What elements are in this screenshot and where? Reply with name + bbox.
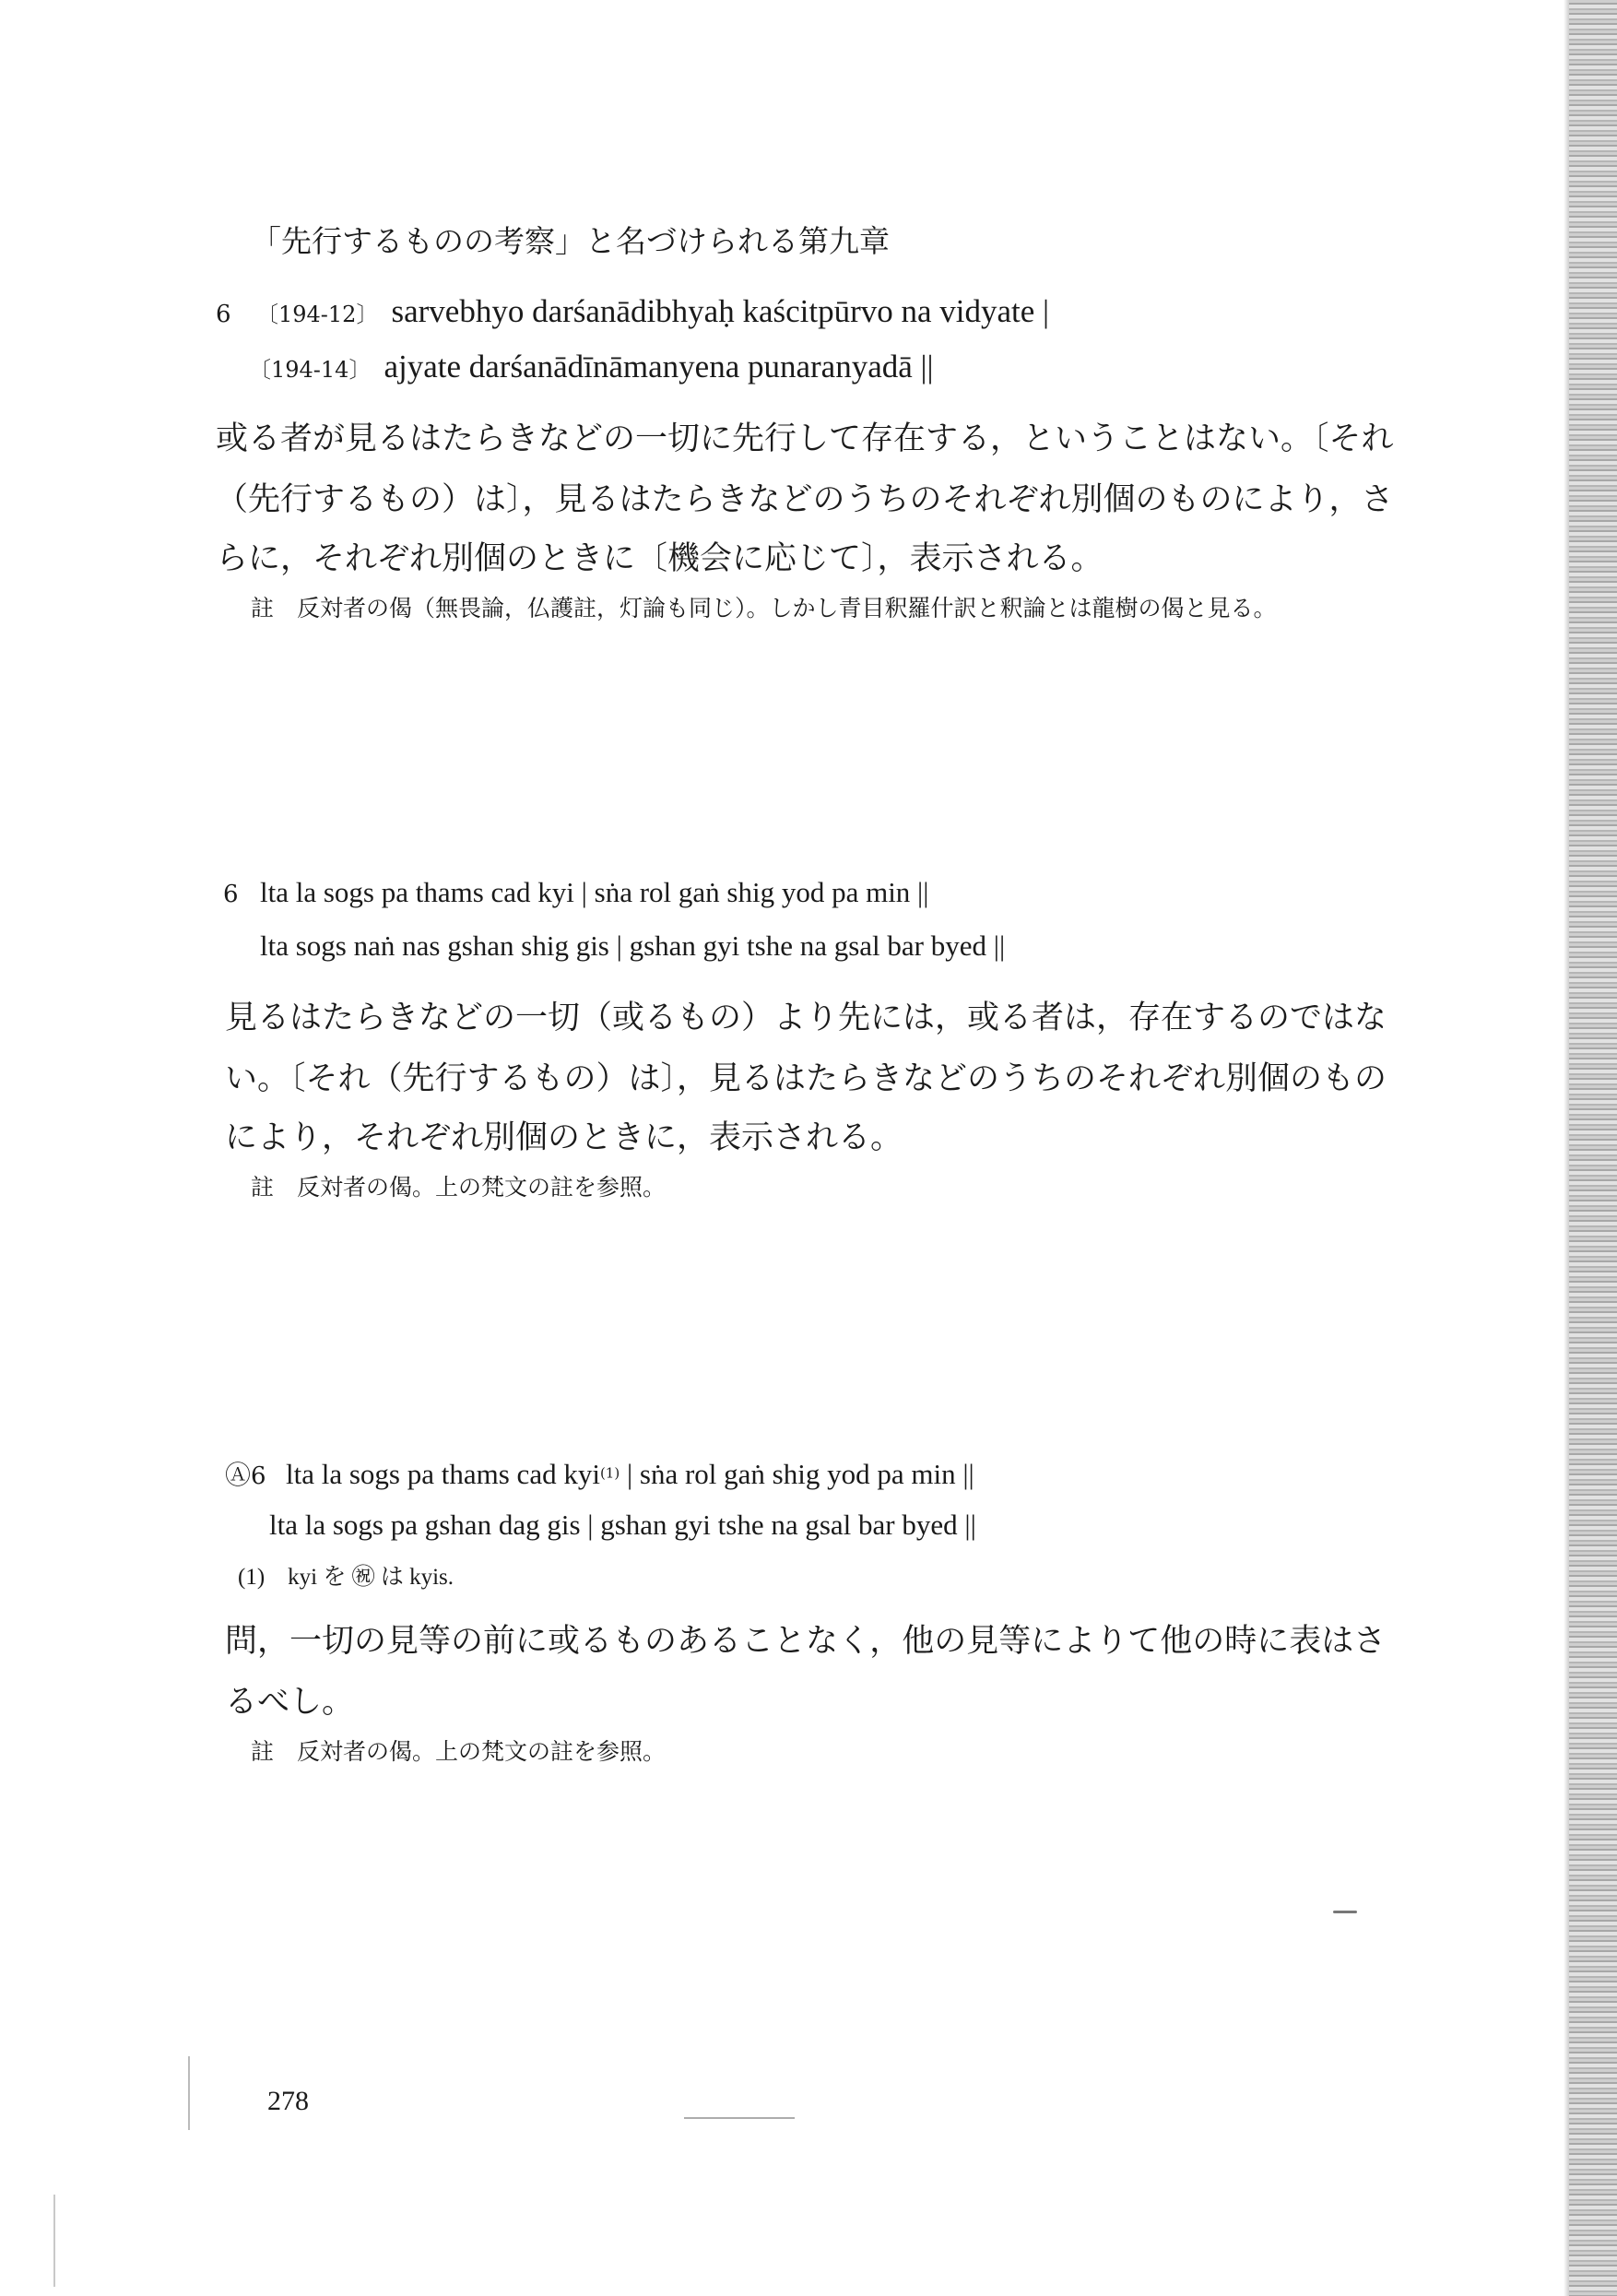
sanskrit-translation-1: 或る者が見るはたらきなどの一切に先行して存在する，ということはない。〔それ <box>216 420 1394 457</box>
akutobhaya-note: 註 反対者の偈。上の梵文の註を参照。 <box>251 1738 667 1765</box>
sanskrit-note: 註 反対者の偈（無畏論，仏護註，灯論も同じ）。しかし青目釈羅什訳と釈論とは龍樹の偈と見る。 <box>251 595 1277 621</box>
akutobhaya-text-1a: lta la sogs pa thams cad kyi <box>286 1458 600 1490</box>
tibetan-line-1 <box>223 876 928 909</box>
scan-speck <box>1333 1911 1357 1913</box>
scan-speck <box>53 2195 55 2287</box>
tibetan-line-2: lta sogs naṅ nas gshan shig gis | gshan gyi tshe na gsal bar byed || <box>260 929 1006 962</box>
sanskrit-text-2: ajyate darśanādīnāmanyena punaranyadā || <box>384 349 934 385</box>
page-number: 278 <box>267 2086 309 2116</box>
akutobhaya-text-1b: | sṅa rol gaṅ shig yod pa min || <box>620 1458 974 1490</box>
tibetan-text-1: lta la sogs pa thams cad kyi | sṅa rol gaṅ shig yod pa min || <box>260 876 929 908</box>
sanskrit-line-1 <box>216 293 1049 330</box>
scan-speck <box>188 2056 190 2130</box>
sanskrit-ref-2: 〔194-14〕 <box>249 357 372 383</box>
scan-speck <box>684 2117 795 2119</box>
akutobhaya-footnote: (1) kyi を ㊗ は kyis. <box>238 1565 454 1590</box>
akutobhaya-translation-1: 問，一切の見等の前に或るものあることなく，他の見等によりて他の時に表はさ <box>225 1623 1387 1660</box>
verse-number: 6 <box>223 881 239 908</box>
sanskrit-translation-2: （先行するもの）は〕，見るはたらきなどのうちのそれぞれ別個のものにより，さ <box>216 481 1394 518</box>
sanskrit-line-2 <box>249 349 934 385</box>
sanskrit-translation-3: らに，それぞれ別個のときに〔機会に応じて〕，表示される。 <box>216 540 1104 577</box>
tibetan-translation-1: 見るはたらきなどの一切（或るもの）より先には，或る者は，存在するのではな <box>225 1000 1387 1036</box>
akutobhaya-line-1 <box>225 1455 974 1492</box>
verse-number: 6 <box>216 301 231 328</box>
tibetan-translation-3: により，それぞれ別個のときに，表示される。 <box>225 1119 903 1156</box>
akutobhaya-translation-2: るべし。 <box>225 1684 355 1721</box>
chapter-title: 「先行するものの考察」と名づけられる第九章 <box>251 223 890 259</box>
verse-number: 6 <box>251 1462 266 1490</box>
tibetan-note: 註 反対者の偈。上の梵文の註を参照。 <box>251 1174 667 1201</box>
tibetan-translation-2: い。〔それ（先行するもの）は〕，見るはたらきなどのうちのそれぞれ別個のもの <box>225 1060 1387 1097</box>
sanskrit-text-1: sarvebhyo darśanādibhyaḥ kaścitpūrvo na vidyate | <box>391 293 1050 329</box>
akutobhaya-marker: Ⓐ <box>225 1460 252 1490</box>
akutobhaya-line-2: lta la sogs pa gshan dag gis | gshan gyi tshe na gsal bar byed || <box>269 1509 976 1541</box>
sanskrit-ref-1: 〔194-12〕 <box>256 302 379 327</box>
scan-edge-shadow <box>1564 0 1569 2296</box>
footnote-marker: (1) <box>599 1464 620 1482</box>
scan-edge <box>1569 0 1617 2296</box>
